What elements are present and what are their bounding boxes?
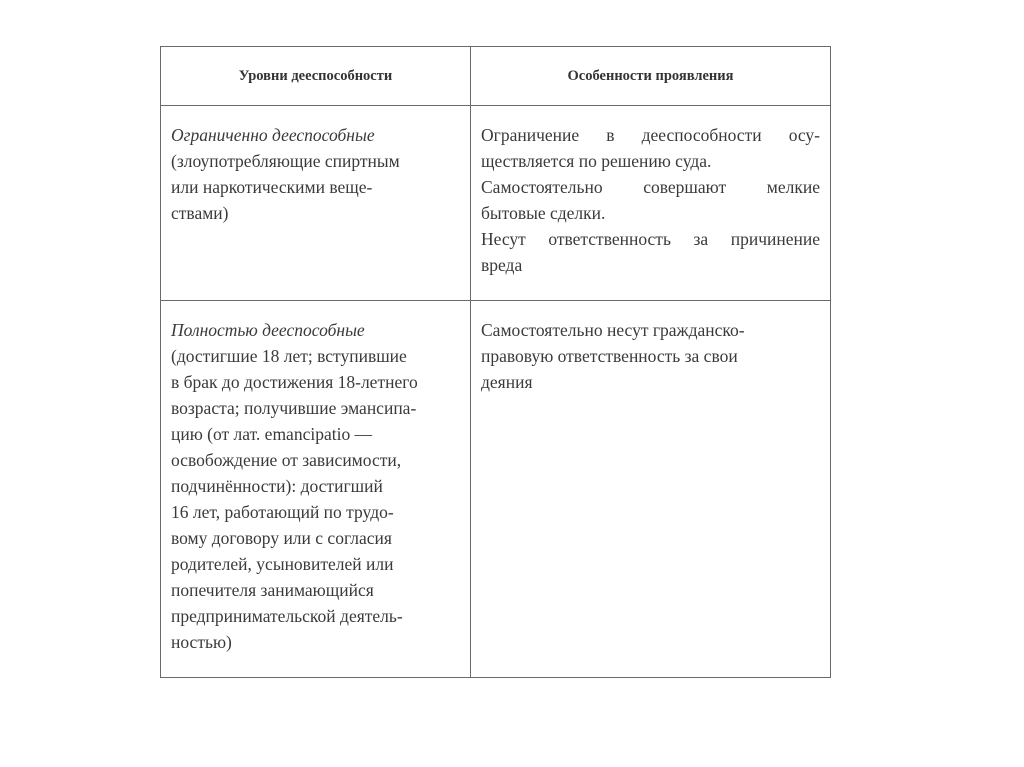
text-line: Несут ответственность за причинение	[481, 229, 820, 249]
level-cell	[161, 301, 471, 678]
header-levels: Уровни дееспособности	[161, 47, 471, 106]
text-line: бытовые сделки.	[481, 203, 606, 223]
text-line: ществляется по решению суда.	[481, 151, 712, 171]
level-title: Полностью дееспособные	[171, 320, 365, 340]
text-line: возраста; получившие эмансипа-	[171, 398, 417, 418]
text-line: Самостоятельно совершают мелкие	[481, 177, 820, 197]
header-row	[161, 47, 831, 106]
text-line: (достигшие 18 лет; вступившие	[171, 346, 407, 366]
text-line: в брак до достижения 18-летнего	[171, 372, 418, 392]
text-line: (злоупотребляющие спиртным	[171, 151, 400, 171]
text-line: ностью)	[171, 632, 232, 652]
text-line: ствами)	[171, 203, 229, 223]
text-line: деяния	[481, 372, 533, 392]
text-line: правовую ответственность за свои	[481, 346, 738, 366]
header-features: Особенности проявления	[471, 47, 831, 106]
text-line: Ограничение в дееспособности осу-	[481, 125, 820, 145]
text-line: вому договору или с согласия	[171, 528, 392, 548]
text-line: попечителя занимающийся	[171, 580, 374, 600]
text-line: освобождение от зависимости,	[171, 450, 402, 470]
features-cell	[471, 301, 831, 678]
table-row	[161, 106, 831, 301]
text-line: Самостоятельно несут гражданско-	[481, 320, 745, 340]
text-line: родителей, усыновителей или	[171, 554, 394, 574]
text-line: или наркотическими веще-	[171, 177, 373, 197]
legal-capacity-table	[160, 46, 831, 678]
text-line: вреда	[481, 255, 523, 275]
level-cell	[161, 106, 471, 301]
text-line: 16 лет, работающий по трудо-	[171, 502, 394, 522]
table-row	[161, 301, 831, 678]
text-line: подчинённости): достигший	[171, 476, 383, 496]
level-title: Ограниченно дееспособные	[171, 125, 375, 145]
text-line: цию (от лат. emancipatio —	[171, 424, 373, 444]
features-cell	[471, 106, 831, 301]
text-line: предпринимательской деятель-	[171, 606, 403, 626]
